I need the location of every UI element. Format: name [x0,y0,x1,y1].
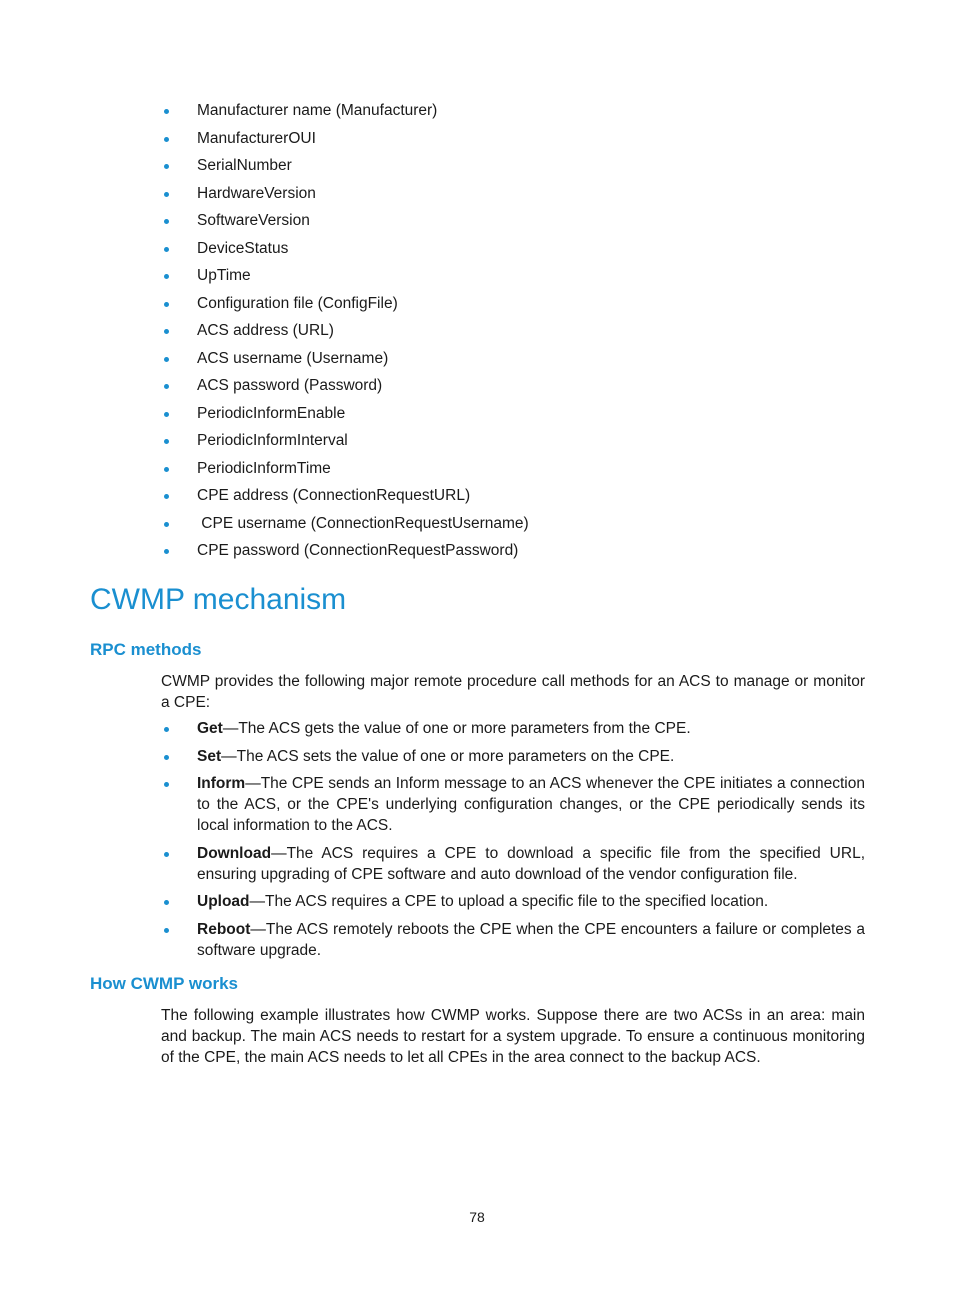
rpc-methods-heading: RPC methods [90,640,202,659]
list-item [197,375,877,403]
list-item-text: Manufacturer name (Manufacturer) [197,102,438,119]
bullet-icon [164,467,169,472]
list-item [197,293,877,321]
page-number: 78 [469,1209,485,1225]
method-description: —The ACS remotely reboots the CPE when the CPE encounters a failure or completes a software upgrade. [197,920,865,959]
bullet-icon [164,302,169,307]
list-item [197,100,877,128]
bullet-icon [164,137,169,142]
list-item [197,746,865,767]
method-description: —The ACS gets the value of one or more parameters from the CPE. [222,720,691,737]
list-item [197,891,865,912]
method-description: —The ACS sets the value of one or more parameters on the CPE. [221,747,675,765]
list-item [197,265,877,293]
list-item [197,513,877,541]
list-item [197,320,877,348]
list-item-text: ACS password (Password) [197,377,383,394]
bullet-icon [164,494,169,499]
list-item [197,183,877,211]
list-item [197,210,877,238]
method-term: Inform [197,775,246,792]
method-description: —The CPE sends an Inform message to an ACS whenever the CPE initiates a connection to the ACS, or the CPE's underlying configuration changes, or the CPE periodically sends its local information to the ACS. [197,775,865,834]
bullet-icon [164,852,169,857]
list-item-text: HardwareVersion [197,184,316,202]
list-item-text: CPE username (ConnectionRequestUsername) [197,514,529,532]
bullet-icon [164,782,169,787]
list-item [197,403,877,431]
list-item [197,128,877,156]
section-title: CWMP mechanism [90,583,347,616]
bullet-icon [164,412,169,417]
bullet-icon [164,549,169,554]
bullet-icon [164,727,169,732]
bullet-icon [164,164,169,169]
bullet-icon [164,522,169,527]
list-item [197,919,865,961]
method-term: Set [197,747,222,765]
list-item-text: CPE password (ConnectionRequestPassword) [197,542,519,559]
list-item-text: UpTime [197,267,251,284]
list-item [197,485,877,513]
how-cwmp-works-heading: How CWMP works [90,974,238,993]
bullet-icon [164,384,169,389]
method-term: Upload [197,893,250,910]
list-item [197,238,877,266]
bullet-icon [164,192,169,197]
list-item-text: ManufacturerOUI [197,129,316,147]
list-item-text: PeriodicInformTime [197,459,331,477]
rpc-method-list [197,718,865,967]
list-item-text: Configuration file (ConfigFile) [197,294,398,312]
bullet-icon [164,357,169,362]
how-cwmp-works-paragraph: The following example illustrates how CWMP works. Suppose there are two ACSs in an area: main and backup. The main ACS needs to restart for a system upgrade. To ensure a continuous monitoring of the CPE, the main ACS needs to let all CPEs in the area connect to the backup ACS. [161,1007,865,1066]
list-item [197,348,877,376]
list-item [197,540,877,568]
bullet-icon [164,900,169,905]
bullet-icon [164,928,169,933]
bullet-icon [164,755,169,760]
method-term: Reboot [197,920,251,938]
bullet-icon [164,247,169,252]
list-item-text: ACS username (Username) [197,349,389,367]
list-item [197,843,865,885]
method-description: —The ACS requires a CPE to download a specific file from the specified URL, ensuring upgrading of CPE software and auto download of the vendor configuration file. [197,844,865,883]
method-term: Get [197,720,223,737]
list-item [197,773,865,836]
bullet-icon [164,329,169,334]
list-item [197,430,877,458]
parameter-list [197,100,877,568]
list-item [197,155,877,183]
list-item-text: CPE address (ConnectionRequestURL) [197,487,471,504]
bullet-icon [164,219,169,224]
bullet-icon [164,439,169,444]
bullet-icon [164,274,169,279]
list-item [197,718,865,739]
bullet-icon [164,109,169,114]
list-item-text: PeriodicInformEnable [197,404,346,422]
list-item-text: ACS address (URL) [197,322,334,339]
list-item-text: PeriodicInformInterval [197,432,348,449]
list-item-text: SerialNumber [197,157,292,174]
list-item [197,458,877,486]
method-description: —The ACS requires a CPE to upload a specific file to the specified location. [249,893,769,910]
rpc-intro-paragraph: CWMP provides the following major remote procedure call methods for an ACS to manage or monitor a CPE: [161,673,865,711]
list-item-text: DeviceStatus [197,239,289,257]
list-item-text: SoftwareVersion [197,212,310,229]
method-term: Download [197,844,272,862]
